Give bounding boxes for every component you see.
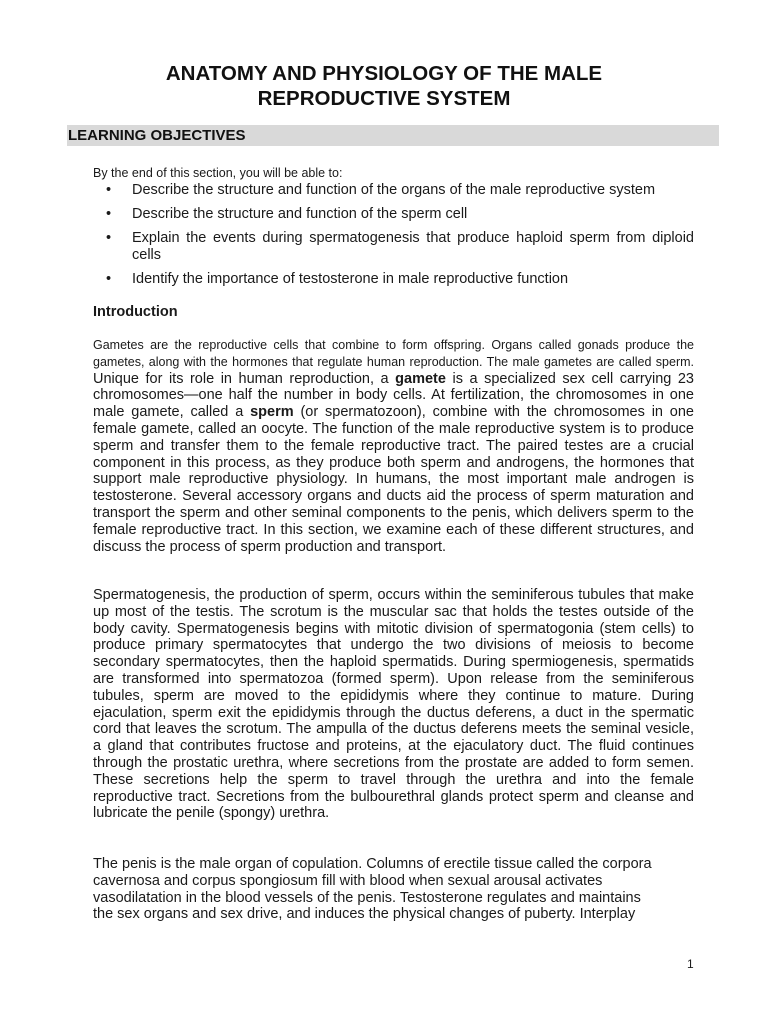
- bullet-icon: •: [106, 270, 112, 287]
- objective-text: Describe the structure and function of the organs of the male reproductive system: [132, 182, 656, 198]
- paragraph-line: The penis is the male organ of copulation. Columns of erectile tissue called the corpora: [93, 856, 652, 872]
- paragraph-line: the sex organs and sex drive, and induces the physical changes of puberty. Interplay: [93, 906, 636, 923]
- list-item: [93, 182, 694, 199]
- list-item: [93, 230, 694, 263]
- penis-paragraph: [93, 856, 694, 923]
- objectives-list: [93, 182, 694, 287]
- introduction-heading: Introduction: [93, 304, 178, 320]
- learning-objectives-heading: LEARNING OBJECTIVES: [68, 127, 246, 144]
- intro-text-c: (or spermatozoon), combine with the chromosomes in one female gamete, called an oocyte. The function of the male reproductive system is to produce sperm and transfer them to the female reproductive tract. The paired testes are a crucial component in this process, as they produce both sperm and androgens, the hormones that support male reproductive physiology. In humans, the most important male androgen is testosterone. Several accessory organs and ducts aid the process of sperm maturation and transport the sperm and other seminal components to the penis, which delivers sperm to the female reproductive tract. In this section, we examine each of these different structures, and discuss the process of sperm production and transport.: [93, 404, 694, 555]
- objectives-lead: By the end of this section, you will be able to:: [93, 166, 343, 180]
- objective-text: Describe the structure and function of the sperm cell: [132, 206, 468, 222]
- intro-text-a: Unique for its role in human reproduction, a: [93, 370, 396, 387]
- objective-text: Explain the events during spermatogenesis that produce haploid sperm from diploid cells: [132, 230, 694, 263]
- title-line-1: ANATOMY AND PHYSIOLOGY OF THE MALE: [165, 62, 603, 85]
- intro-small-text: Gametes are the reproductive cells that combine to form offspring. Organs called gonads produce the gametes, along with the hormones that regulate human reproduction. The male gametes are called sperm.: [93, 338, 694, 369]
- list-item: [93, 271, 694, 288]
- bullet-icon: •: [106, 230, 112, 246]
- introduction-paragraph-1: [93, 337, 694, 555]
- paragraph-line: vasodilatation in the blood vessels of the penis. Testosterone regulates and maintains: [93, 889, 641, 906]
- page-title: [60, 61, 708, 111]
- objective-text: Identify the importance of testosterone in male reproductive function: [132, 270, 569, 287]
- term-sperm: sperm: [250, 404, 294, 421]
- title-line-2: REPRODUCTIVE SYSTEM: [257, 87, 511, 110]
- list-item: [93, 206, 694, 223]
- paragraph-line: cavernosa and corpus spongiosum fill with blood when sexual arousal activates: [93, 872, 603, 889]
- page-number: 1: [687, 957, 694, 971]
- intro-text-b: is a specialized sex cell carrying 23 chromosomes—one half the number in body cells. At fertilization, the chromosomes in one male gamete, called a: [93, 370, 694, 421]
- bullet-icon: •: [106, 206, 112, 222]
- term-gamete: gamete: [395, 370, 446, 387]
- spermatogenesis-paragraph: Spermatogenesis, the production of sperm, occurs within the seminiferous tubules that make up most of the testis. The scrotum is the muscular sac that holds the testes outside of the body cavity. Spermatogenesis begins with mitotic division of spermatogonia (stem cells) to produce primary spermatocytes that undergo the two divisions of meiosis to become secondary spermatocytes, then the haploid spermatids. During spermiogenesis, spermatids are transformed into spermatozoa (formed sperm). Upon release from the seminiferous tubules, sperm are moved to the epididymis where they continue to mature. During ejaculation, sperm exit the epididymis through the ductus deferens, a duct in the spermatic cord that leaves the scrotum. The ampulla of the ductus deferens meets the seminal vesicle, a gland that contributes fructose and proteins, at the ejaculatory duct. The fluid continues through the prostatic urethra, where secretions from the prostate are added to form semen. These secretions help the sperm to travel through the urethra and into the female reproductive tract. Secretions from the bulbourethral glands protect sperm and cleanse and lubricate the penile (spongy) urethra.: [93, 587, 694, 822]
- bullet-icon: •: [106, 182, 112, 198]
